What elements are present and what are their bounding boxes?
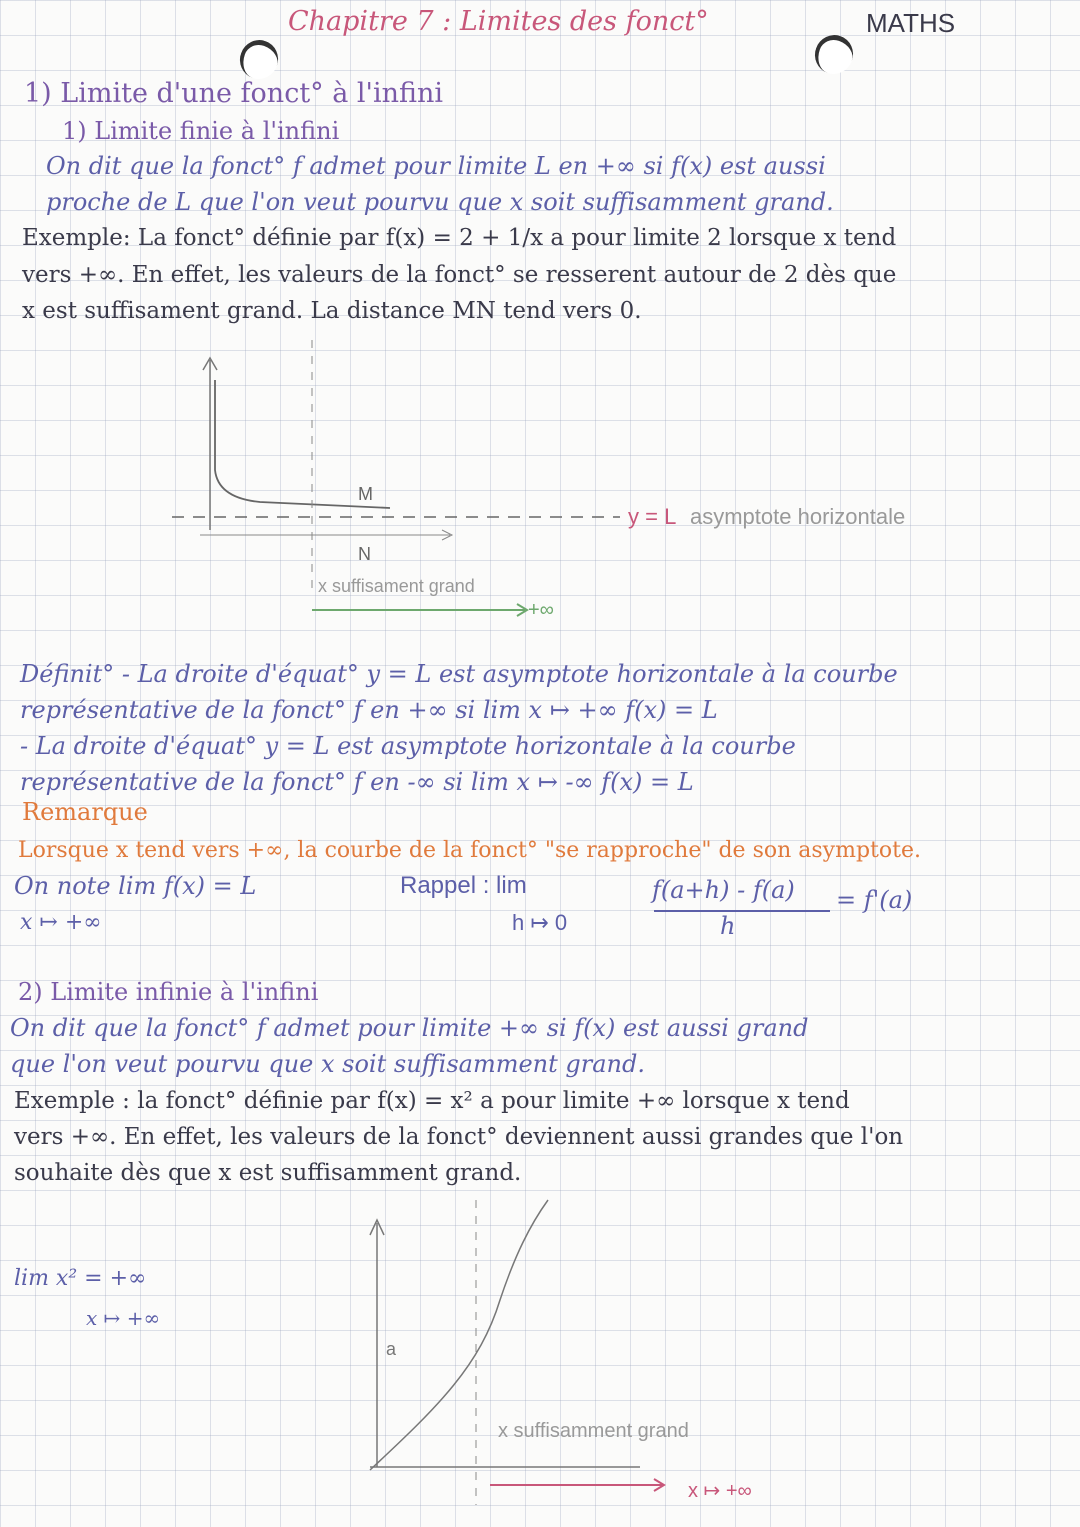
graph1-x-text: x suffisament grand: [318, 576, 475, 596]
rappel-subscript: h ↦ 0: [512, 910, 568, 935]
rappel-numerator: f(a+h) - f(a): [652, 876, 795, 904]
rappel-denominator: h: [720, 912, 736, 940]
rappel-fraction-bar: [654, 910, 830, 912]
section1-sub1-title: 1) Limite finie à l'infini: [62, 117, 340, 145]
definition-line4: représentative de la fonct° f en -∞ si lim x ↦ -∞ f(x) = L: [20, 768, 694, 796]
remark-title: Remarque: [22, 798, 148, 826]
subject-label: MATHS: [866, 8, 956, 38]
definition-line1: Définit° - La droite d'équat° y = L est asymptote horizontale à la courbe: [20, 660, 898, 688]
graph1-label-m: M: [358, 484, 373, 504]
graph2-arrow-text: x ↦ +∞: [688, 1480, 752, 1502]
graph2-label-a: a: [386, 1339, 397, 1359]
remark-text: Lorsque x tend vers +∞, la courbe de la fonct° "se rapproche" de son asymptote.: [18, 838, 921, 863]
graph-finite-limit: [160, 340, 960, 625]
binder-hole-left: [234, 35, 283, 85]
chapter-title: Chapitre 7 : Limites des fonct°: [288, 6, 709, 37]
section2-example-line2: vers +∞. En effet, les valeurs de la fonct° deviennent aussi grandes que l'on: [14, 1124, 904, 1150]
sub1-definition-line1: On dit que la fonct° f admet pour limite L en +∞ si f(x) est aussi: [46, 152, 826, 180]
sub1-definition-line2: proche de L que l'on veut pourvu que x soit suffisamment grand.: [46, 188, 834, 216]
section2-definition-line2: que l'on veut pourvu que x soit suffisamment grand.: [10, 1050, 645, 1078]
sub1-example-line2: vers +∞. En effet, les valeurs de la fonct° se resserent autour de 2 dès que: [22, 262, 897, 288]
rappel-label: Rappel : lim: [400, 872, 527, 899]
definition-line2: représentative de la fonct° f en +∞ si lim x ↦ +∞ f(x) = L: [20, 696, 718, 724]
remark-note-line1: On note lim f(x) = L: [14, 872, 257, 900]
rappel-result: = f'(a): [836, 886, 913, 914]
section2-lim-subscript: x ↦ +∞: [86, 1306, 161, 1330]
sub1-example-line3: x est suffisament grand. La distance MN tend vers 0.: [22, 298, 642, 324]
binder-hole-right: [809, 30, 858, 80]
section2-example-line1: Exemple : la fonct° définie par f(x) = x² a pour limite +∞ lorsque x tend: [14, 1088, 850, 1114]
section2-lim-expression: lim x² = +∞: [14, 1266, 147, 1291]
graph1-asymptote-text: asymptote horizontale: [690, 504, 906, 529]
section2-title: 2) Limite infinie à l'infini: [18, 978, 319, 1006]
section2-definition-line1: On dit que la fonct° f admet pour limite +∞ si f(x) est aussi grand: [10, 1014, 809, 1042]
remark-note-line2: x ↦ +∞: [20, 910, 102, 935]
graph1-label-n: N: [358, 544, 371, 564]
graph-infinite-limit: [350, 1195, 850, 1510]
graph2-x-text: x suffisamment grand: [498, 1420, 689, 1442]
section2-example-line3: souhaite dès que x est suffisamment grand.: [14, 1160, 522, 1186]
graph1-infinity: +∞: [528, 599, 554, 621]
section1-title: 1) Limite d'une fonct° à l'infini: [24, 78, 444, 109]
graph1-asymptote-label: y = L: [628, 504, 677, 529]
definition-line3: - La droite d'équat° y = L est asymptote horizontale à la courbe: [20, 732, 796, 760]
sub1-example-line1: Exemple: La fonct° définie par f(x) = 2 + 1/x a pour limite 2 lorsque x tend: [22, 225, 897, 251]
